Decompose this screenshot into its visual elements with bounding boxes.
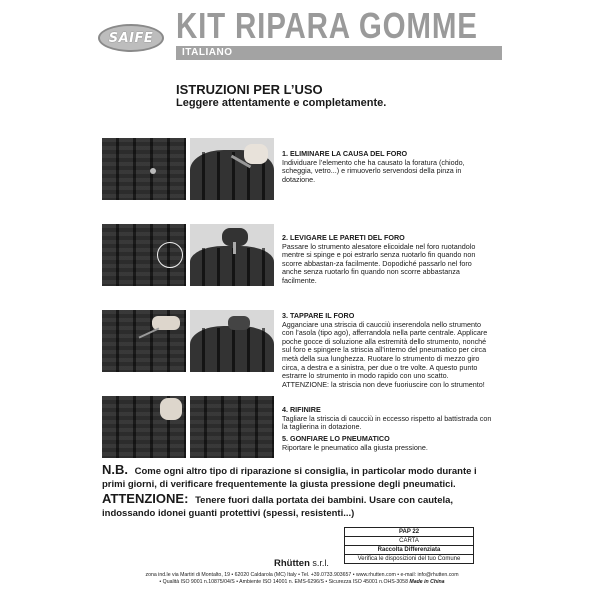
step-3-body: Agganciare una striscia di caucciù inserendola nello strumento con l’asola (tipo ago), afferrandola nella parte centrale. Applicare poche gocce di soluzione alla estremità dello strumento, nonché sul foro e spingere la striscia all’interno del pneumatico per circa metà della sua lunghezza. Ruotare lo strumento di mezzo giro circa, a destra e a sinistra, per due o tre volte. A questo punto estrarre lo strumento in modo rapido con uno scatto. ATTENZIONE: la striscia non deve fuoriuscire con lo strumento!	[282, 319, 488, 389]
step2-photo-tread	[102, 224, 186, 286]
step4-photo-cut	[102, 396, 186, 458]
recycling-material: CARTA	[345, 537, 473, 546]
logo-text: SAIFE	[108, 30, 154, 46]
step2-photo-reamer	[190, 224, 274, 286]
saife-logo	[98, 24, 164, 52]
made-in-label: Made in China	[409, 579, 445, 585]
step-5	[282, 435, 492, 452]
recycling-code: PAP 22	[345, 528, 473, 537]
step4-photo-finished	[190, 396, 274, 458]
step-5-body: Riportare le pneumatico alla giusta pressione.	[282, 442, 428, 452]
brand-text: Rhütten	[274, 558, 310, 569]
recycling-table	[344, 527, 474, 564]
step-1-body: Individuare l’elemento che ha causato la foratura (chiodo, scheggia, vetro...) e rimuoverlo servendosi della pinza in dotazione.	[282, 157, 465, 184]
company-address	[112, 572, 492, 586]
nb-lead: N.B.	[102, 462, 128, 477]
certifications-line: • Qualità ISO 9001 n.10875/04/S • Ambiente ISO 14001 n. EMS-6296/S • Sicurezza ISO 45001 n.OHS-3058	[159, 579, 408, 585]
step-5-title: 5. GONFIARE LO PNEUMATICO	[282, 434, 390, 443]
step1-photo-tread	[102, 138, 186, 200]
step3-photo-plug	[190, 310, 274, 372]
warning-lead: ATTENZIONE:	[102, 491, 189, 506]
recycling-collection: Raccolta Differenziata	[345, 546, 473, 555]
recycling-note: Verifica le disposizioni del tuo Comune	[357, 556, 461, 562]
brand-suffix: s.r.l.	[312, 558, 329, 568]
step-3-title: 3. TAPPARE IL FORO	[282, 311, 355, 320]
step-3	[282, 312, 492, 389]
step-4-body: Tagliare la striscia di caucciù in eccesso rispetto al battistrada con la taglierina in dotazione.	[282, 413, 492, 432]
warning-note	[102, 492, 502, 520]
instructions-subtitle: Leggere attentamente e completamente.	[176, 97, 387, 109]
instructions-title: ISTRUZIONI PER L’USO	[176, 82, 323, 97]
step-4-title: 4. RIFINIRE	[282, 405, 321, 414]
step3-photo-tread	[102, 310, 186, 372]
step-2-title: 2. LEVIGARE LE PARETI DEL FORO	[282, 233, 405, 242]
step-4	[282, 406, 492, 432]
step-1	[282, 150, 492, 184]
nb-note	[102, 463, 502, 491]
step-2	[282, 234, 492, 286]
address-line: zona ind.le via Martiri di Montalto, 19 • 62020 Caldarola (MC) Italy • Tel. +39.0733.903657 • www.rhutten.com • e-mail: info@rhutten.com	[145, 572, 459, 578]
brand-name	[274, 558, 329, 569]
warning-text: Tenere fuori dalla portata dei bambini. Usare con cautela, indossando idonei guanti protettivi (spessi, resistenti...)	[102, 495, 454, 519]
step-2-body: Passare lo strumento alesatore elicoidale nel foro ruotandolo mentre si spinge e poi estrarlo senza ruotarlo fin quando non scorre abbastan-za facilmente. Dopodiché passarlo nel foro anche senza ruotarlo fin quando non scorre abbastanza facilmente.	[282, 241, 476, 285]
step1-photo-pliers	[190, 138, 274, 200]
step-1-title: 1. ELIMINARE LA CAUSA DEL FORO	[282, 149, 408, 158]
nb-text: Come ogni altro tipo di riparazione si consiglia, in particolar modo durante i primi giorni, di verificare frequentemente la giusta pressione degli pneumatici.	[102, 466, 477, 490]
page-title: KIT RIPARA GOMME	[176, 5, 478, 46]
language-label: ITALIANO	[182, 47, 233, 58]
